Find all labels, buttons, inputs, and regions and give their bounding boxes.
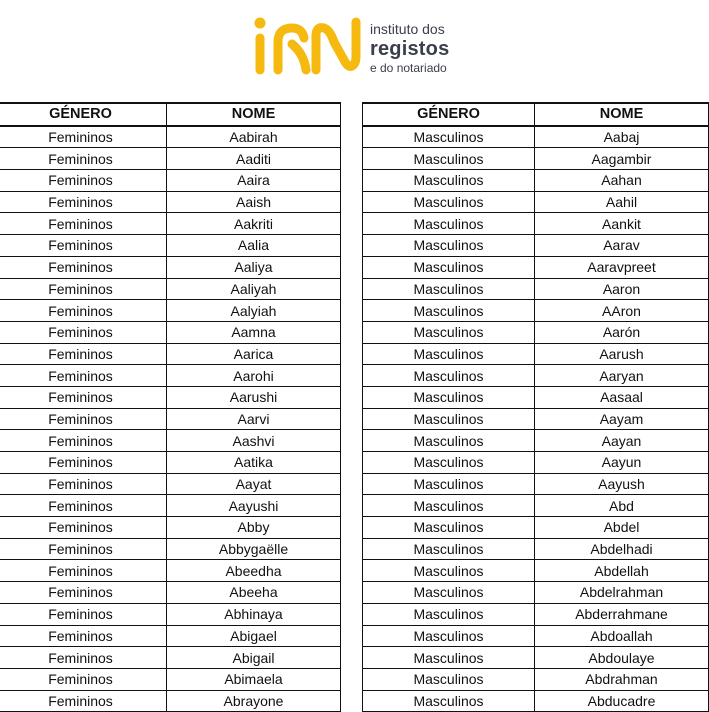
nome-cell: Aaryan (535, 365, 709, 387)
nome-cell: Abrayone (167, 690, 341, 712)
table-row (0, 495, 341, 517)
genero-cell: Masculinos (363, 668, 535, 690)
table-row (0, 235, 341, 257)
genero-cell: Femininos (0, 473, 167, 495)
table-row (0, 668, 341, 690)
nome-cell: Abdoulaye (535, 647, 709, 669)
logo-line-notariado: e do notariado (370, 61, 447, 75)
table-row (0, 278, 341, 300)
nome-cell: Aamna (167, 321, 341, 343)
female-names-table (0, 102, 341, 712)
table-row (363, 213, 709, 235)
genero-cell: Femininos (0, 647, 167, 669)
genero-cell: Femininos (0, 668, 167, 690)
nome-cell: Abdelrahman (535, 582, 709, 604)
genero-cell: Masculinos (363, 495, 535, 517)
nome-cell: Aarón (535, 321, 709, 343)
genero-cell: Masculinos (363, 452, 535, 474)
nome-cell: Abeedha (167, 560, 341, 582)
nome-cell: Aayun (535, 452, 709, 474)
logo-line-instituto: instituto dos (370, 21, 445, 37)
genero-cell: Masculinos (363, 690, 535, 712)
nome-cell: Aagambir (535, 148, 709, 170)
table-row (0, 452, 341, 474)
genero-cell: Femininos (0, 603, 167, 625)
genero-cell: Masculinos (363, 582, 535, 604)
table-row (0, 365, 341, 387)
table-row (363, 668, 709, 690)
genero-cell: Masculinos (363, 408, 535, 430)
table-row (0, 560, 341, 582)
genero-cell: Femininos (0, 343, 167, 365)
genero-cell: Masculinos (363, 213, 535, 235)
table-header-row (0, 103, 341, 126)
nome-cell: Aaravpreet (535, 256, 709, 278)
nome-cell: Aayush (535, 473, 709, 495)
table-row (0, 213, 341, 235)
genero-cell: Masculinos (363, 148, 535, 170)
table-row (363, 473, 709, 495)
nome-cell: Aaish (167, 191, 341, 213)
genero-cell: Femininos (0, 213, 167, 235)
genero-cell: Masculinos (363, 625, 535, 647)
nome-cell: Abd (535, 495, 709, 517)
nome-cell: Abigail (167, 647, 341, 669)
table-row (363, 343, 709, 365)
genero-cell: Masculinos (363, 235, 535, 257)
nome-cell: Abeeha (167, 582, 341, 604)
genero-cell: Femininos (0, 386, 167, 408)
genero-cell: Femininos (0, 235, 167, 257)
irn-logo (252, 14, 462, 76)
table-row (363, 560, 709, 582)
nome-cell: Aasaal (535, 386, 709, 408)
nome-cell: Aayushi (167, 495, 341, 517)
genero-cell: Femininos (0, 321, 167, 343)
nome-cell: Abdoallah (535, 625, 709, 647)
table-row (363, 452, 709, 474)
nome-cell: Aaira (167, 170, 341, 192)
nome-cell: Aalyiah (167, 300, 341, 322)
nome-cell: Aayat (167, 473, 341, 495)
table-row (0, 386, 341, 408)
table-row (363, 148, 709, 170)
genero-cell: Femininos (0, 430, 167, 452)
table-row (0, 517, 341, 539)
nome-cell: Abbygaëlle (167, 538, 341, 560)
nome-cell: Abdrahman (535, 668, 709, 690)
table-row (363, 495, 709, 517)
table-row (363, 300, 709, 322)
nome-cell: Aarushi (167, 386, 341, 408)
table-row (0, 170, 341, 192)
genero-cell: Femininos (0, 126, 167, 148)
nome-cell: Aabaj (535, 126, 709, 148)
table-row (363, 321, 709, 343)
genero-cell: Masculinos (363, 170, 535, 192)
table-row (0, 126, 341, 148)
nome-cell: Aayam (535, 408, 709, 430)
genero-cell: Femininos (0, 495, 167, 517)
table-row (0, 582, 341, 604)
genero-cell: Femininos (0, 517, 167, 539)
table-row (0, 191, 341, 213)
genero-cell: Masculinos (363, 278, 535, 300)
male-names-table (362, 102, 709, 712)
nome-cell: Aankit (535, 213, 709, 235)
nome-cell: Aalia (167, 235, 341, 257)
genero-cell: Masculinos (363, 321, 535, 343)
table-row (363, 647, 709, 669)
genero-cell: Femininos (0, 278, 167, 300)
nome-cell: Abhinaya (167, 603, 341, 625)
nome-cell: Abdellah (535, 560, 709, 582)
nome-cell: Abderrahmane (535, 603, 709, 625)
nome-cell: Aahan (535, 170, 709, 192)
genero-cell: Masculinos (363, 343, 535, 365)
table-row (363, 582, 709, 604)
table-row (0, 321, 341, 343)
table-row (0, 647, 341, 669)
table-header-row (363, 103, 709, 126)
table-row (0, 690, 341, 712)
genero-cell: Masculinos (363, 300, 535, 322)
genero-cell: Masculinos (363, 386, 535, 408)
column-header-nome: NOME (167, 103, 341, 126)
nome-cell: Aahil (535, 191, 709, 213)
logo-line-registos: registos (370, 38, 450, 60)
table-row (0, 343, 341, 365)
table-row (0, 148, 341, 170)
genero-cell: Masculinos (363, 430, 535, 452)
nome-cell: Aarav (535, 235, 709, 257)
column-header-genero: GÉNERO (363, 103, 535, 126)
genero-cell: Femininos (0, 452, 167, 474)
nome-cell: Aashvi (167, 430, 341, 452)
nome-cell: AAron (535, 300, 709, 322)
genero-cell: Femininos (0, 170, 167, 192)
nome-cell: Aarica (167, 343, 341, 365)
genero-cell: Masculinos (363, 126, 535, 148)
table-row (363, 603, 709, 625)
table-row (363, 517, 709, 539)
nome-cell: Aayan (535, 430, 709, 452)
nome-cell: Abigael (167, 625, 341, 647)
nome-cell: Aaliya (167, 256, 341, 278)
genero-cell: Femininos (0, 538, 167, 560)
genero-cell: Masculinos (363, 191, 535, 213)
nome-cell: Aabirah (167, 126, 341, 148)
table-row (0, 408, 341, 430)
genero-cell: Femininos (0, 582, 167, 604)
column-header-nome: NOME (535, 103, 709, 126)
table-row (363, 191, 709, 213)
nome-cell: Aaditi (167, 148, 341, 170)
table-row (363, 235, 709, 257)
genero-cell: Femininos (0, 365, 167, 387)
table-row (0, 625, 341, 647)
table-row (0, 473, 341, 495)
table-row (363, 408, 709, 430)
irn-logo-text (370, 22, 449, 74)
nome-cell: Aaron (535, 278, 709, 300)
table-row (363, 170, 709, 192)
genero-cell: Masculinos (363, 647, 535, 669)
table-row (0, 256, 341, 278)
nome-cell: Aarohi (167, 365, 341, 387)
table-row (363, 690, 709, 712)
genero-cell: Femininos (0, 690, 167, 712)
nome-cell: Abimaela (167, 668, 341, 690)
table-row (363, 126, 709, 148)
nome-cell: Aarvi (167, 408, 341, 430)
table-row (363, 625, 709, 647)
table-row (0, 603, 341, 625)
irn-logo-mark-icon (252, 14, 364, 76)
nome-cell: Aaliyah (167, 278, 341, 300)
nome-cell: Abby (167, 517, 341, 539)
genero-cell: Masculinos (363, 365, 535, 387)
genero-cell: Masculinos (363, 473, 535, 495)
genero-cell: Femininos (0, 560, 167, 582)
table-row (363, 278, 709, 300)
table-row (363, 256, 709, 278)
genero-cell: Femininos (0, 625, 167, 647)
nome-cell: Abducadre (535, 690, 709, 712)
table-row (0, 300, 341, 322)
table-row (363, 365, 709, 387)
nome-cell: Abdelhadi (535, 538, 709, 560)
genero-cell: Femininos (0, 256, 167, 278)
nome-cell: Aarush (535, 343, 709, 365)
table-row (0, 430, 341, 452)
genero-cell: Masculinos (363, 256, 535, 278)
nome-cell: Abdel (535, 517, 709, 539)
genero-cell: Masculinos (363, 603, 535, 625)
genero-cell: Femininos (0, 300, 167, 322)
nome-cell: Aatika (167, 452, 341, 474)
table-row (363, 430, 709, 452)
column-header-genero: GÉNERO (0, 103, 167, 126)
genero-cell: Masculinos (363, 517, 535, 539)
table-row (0, 538, 341, 560)
nome-cell: Aakriti (167, 213, 341, 235)
table-row (363, 386, 709, 408)
genero-cell: Femininos (0, 148, 167, 170)
genero-cell: Femininos (0, 408, 167, 430)
genero-cell: Femininos (0, 191, 167, 213)
table-row (363, 538, 709, 560)
genero-cell: Masculinos (363, 560, 535, 582)
genero-cell: Masculinos (363, 538, 535, 560)
